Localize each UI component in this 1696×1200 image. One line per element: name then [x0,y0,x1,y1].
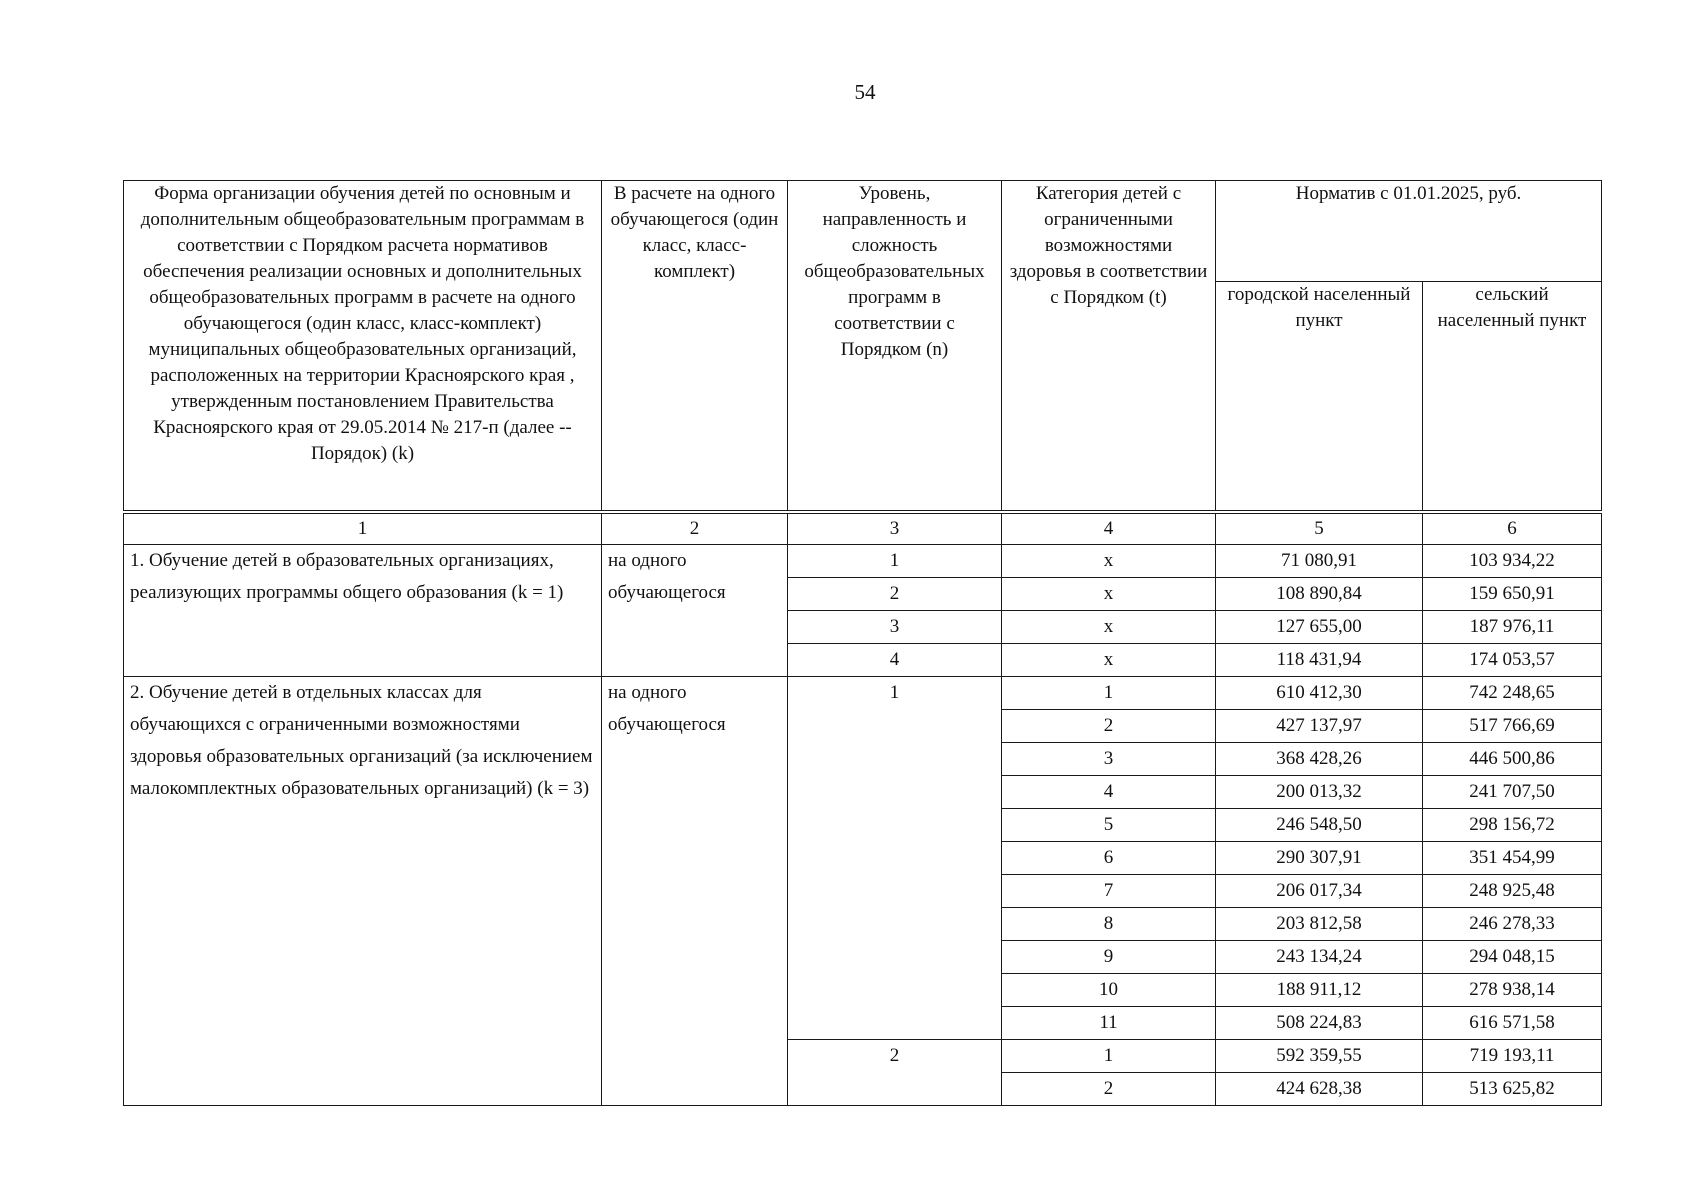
header-urban: городской населенный пункт [1216,282,1423,513]
rural-value-cell: 246 278,33 [1423,908,1602,941]
category-cell: 1 [1002,677,1216,710]
rural-value-cell: 517 766,69 [1423,710,1602,743]
section-2-basis: на одного обучающегося [602,677,788,1106]
urban-value-cell: 206 017,34 [1216,875,1423,908]
header-form-of-education: Форма организации обучения детей по основным и дополнительным общеобразовательным программам в соответствии с Порядком расчета нормативов обеспечения реализации основных и дополнительных общеобразовательных программ в расчете на одного обучающегося (один класс, класс-комплект) муниципальных общеобразовательных организаций, расположенных на территории Красноярского края , утвержденным постановлением Правительства Красноярского края от 29.05.2014 № 217-п (далее -- Порядок) (k) [124,181,602,513]
rural-value-cell: 294 048,15 [1423,941,1602,974]
rural-value-cell: 513 625,82 [1423,1073,1602,1106]
category-cell: 8 [1002,908,1216,941]
category-cell: x [1002,545,1216,578]
urban-value-cell: 424 628,38 [1216,1073,1423,1106]
normative-table [123,180,1602,1106]
urban-value-cell: 127 655,00 [1216,611,1423,644]
rural-value-cell: 278 938,14 [1423,974,1602,1007]
table-row [124,545,1602,578]
category-cell: 10 [1002,974,1216,1007]
program-level-cell: 2 [788,578,1002,611]
header-calculation-basis: В расчете на одного обучающегося (один класс, класс-комплект) [602,181,788,513]
urban-value-cell: 71 080,91 [1216,545,1423,578]
urban-value-cell: 246 548,50 [1216,809,1423,842]
rural-value-cell: 241 707,50 [1423,776,1602,809]
rural-value-cell: 719 193,11 [1423,1040,1602,1073]
rural-value-cell: 616 571,58 [1423,1007,1602,1040]
program-level-cell: 2 [788,1040,1002,1106]
urban-value-cell: 108 890,84 [1216,578,1423,611]
urban-value-cell: 203 812,58 [1216,908,1423,941]
category-cell: 2 [1002,710,1216,743]
category-cell: 5 [1002,809,1216,842]
header-normative: Норматив с 01.01.2025, руб. [1216,181,1602,282]
category-cell: x [1002,611,1216,644]
rural-value-cell: 298 156,72 [1423,809,1602,842]
column-number: 3 [788,512,1002,545]
column-number-row [124,512,1602,545]
rural-value-cell: 248 925,48 [1423,875,1602,908]
urban-value-cell: 243 134,24 [1216,941,1423,974]
urban-value-cell: 592 359,55 [1216,1040,1423,1073]
category-cell: 11 [1002,1007,1216,1040]
section-2-description: 2. Обучение детей в отдельных классах для обучающихся с ограниченными возможностями здоровья образовательных организаций (за исключением малокомплектных образовательных организаций) (k = 3) [124,677,602,1106]
category-cell: 3 [1002,743,1216,776]
category-cell: 2 [1002,1073,1216,1106]
category-cell: 1 [1002,1040,1216,1073]
urban-value-cell: 610 412,30 [1216,677,1423,710]
urban-value-cell: 200 013,32 [1216,776,1423,809]
rural-value-cell: 351 454,99 [1423,842,1602,875]
urban-value-cell: 118 431,94 [1216,644,1423,677]
rural-value-cell: 446 500,86 [1423,743,1602,776]
column-number: 4 [1002,512,1216,545]
program-level-cell: 1 [788,677,1002,1040]
header-rural: сельский населенный пункт [1423,282,1602,513]
program-level-cell: 1 [788,545,1002,578]
category-cell: x [1002,578,1216,611]
header-program-level: Уровень, направленность и сложность общеобразовательных программ в соответствии с Порядком (n) [788,181,1002,513]
table-row [124,677,1602,710]
column-number: 1 [124,512,602,545]
category-cell: 7 [1002,875,1216,908]
category-cell: 6 [1002,842,1216,875]
rural-value-cell: 174 053,57 [1423,644,1602,677]
rural-value-cell: 103 934,22 [1423,545,1602,578]
program-level-cell: 4 [788,644,1002,677]
category-cell: 4 [1002,776,1216,809]
urban-value-cell: 188 911,12 [1216,974,1423,1007]
rural-value-cell: 187 976,11 [1423,611,1602,644]
urban-value-cell: 427 137,97 [1216,710,1423,743]
rural-value-cell: 742 248,65 [1423,677,1602,710]
urban-value-cell: 368 428,26 [1216,743,1423,776]
urban-value-cell: 290 307,91 [1216,842,1423,875]
column-number: 2 [602,512,788,545]
page-number: 54 [854,80,876,104]
column-number: 6 [1423,512,1602,545]
urban-value-cell: 508 224,83 [1216,1007,1423,1040]
header-disability-category: Категория детей с ограниченными возможностями здоровья в соответствии с Порядком (t) [1002,181,1216,513]
category-cell: 9 [1002,941,1216,974]
category-cell: x [1002,644,1216,677]
column-number: 5 [1216,512,1423,545]
section-1-description: 1. Обучение детей в образовательных организациях, реализующих программы общего образования (k = 1) [124,545,602,677]
rural-value-cell: 159 650,91 [1423,578,1602,611]
program-level-cell: 3 [788,611,1002,644]
section-1-basis: на одного обучающегося [602,545,788,677]
